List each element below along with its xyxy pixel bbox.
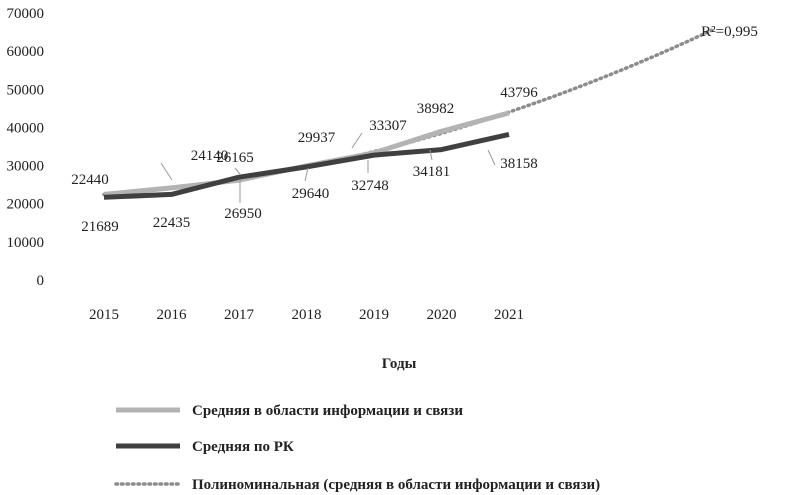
y-tick-label: 60000 <box>6 44 44 61</box>
legend-item-info-communication <box>116 403 463 419</box>
y-tick-label: 50000 <box>6 82 44 99</box>
data-label: 22435 <box>152 215 191 231</box>
x-axis-title: Годы <box>381 356 417 372</box>
data-label: 29937 <box>297 130 336 146</box>
x-tick-label: 2020 <box>426 307 457 323</box>
label-leader-line <box>488 150 495 165</box>
x-tick-label: 2015 <box>89 307 119 323</box>
x-axis-ticks <box>89 307 524 323</box>
legend-label: Средняя в области информации и связи <box>192 403 463 419</box>
data-label: 32748 <box>351 178 389 194</box>
y-tick-label: 30000 <box>6 158 44 175</box>
y-axis-ticks <box>7 6 45 289</box>
legend <box>116 403 600 493</box>
data-labels <box>71 85 538 235</box>
x-tick-label: 2021 <box>494 307 524 323</box>
data-label: 34181 <box>412 164 451 180</box>
data-label: 26950 <box>224 206 262 222</box>
data-label: 21689 <box>81 219 119 235</box>
y-tick-label: 10000 <box>6 234 44 251</box>
data-label: 33307 <box>369 118 407 134</box>
y-tick-label: 70000 <box>6 6 44 22</box>
series-lines <box>104 113 509 197</box>
data-label: 24140 <box>190 148 229 164</box>
y-tick-label: 40000 <box>6 120 44 137</box>
r-squared-label: R²=0,995 <box>701 24 758 40</box>
data-label: 26165 <box>216 150 254 166</box>
legend-label: Полиноминальная (средняя в области информации и связи) <box>192 477 601 493</box>
label-leader-line <box>235 168 240 174</box>
legend-label: Средняя по РК <box>192 439 294 455</box>
data-label: 38982 <box>416 101 455 117</box>
x-tick-label: 2017 <box>224 307 254 323</box>
y-tick-label: 0 <box>36 273 44 289</box>
y-tick-label: 20000 <box>6 196 44 213</box>
label-leader-line <box>161 163 172 180</box>
data-label: 38158 <box>500 156 538 172</box>
data-label: 43796 <box>500 85 538 101</box>
legend-item-rk-average <box>116 439 294 455</box>
trendline <box>104 30 712 194</box>
label-leader-line <box>305 168 308 181</box>
data-label: 29640 <box>291 186 330 202</box>
label-leader-line <box>352 133 362 148</box>
data-label: 22440 <box>71 172 109 188</box>
x-tick-label: 2018 <box>291 307 322 323</box>
x-tick-label: 2016 <box>156 307 187 323</box>
legend-item-trendline <box>116 477 600 493</box>
trendline-path <box>104 30 712 194</box>
series-line-info-communication <box>104 113 509 194</box>
x-tick-label: 2019 <box>359 307 389 323</box>
